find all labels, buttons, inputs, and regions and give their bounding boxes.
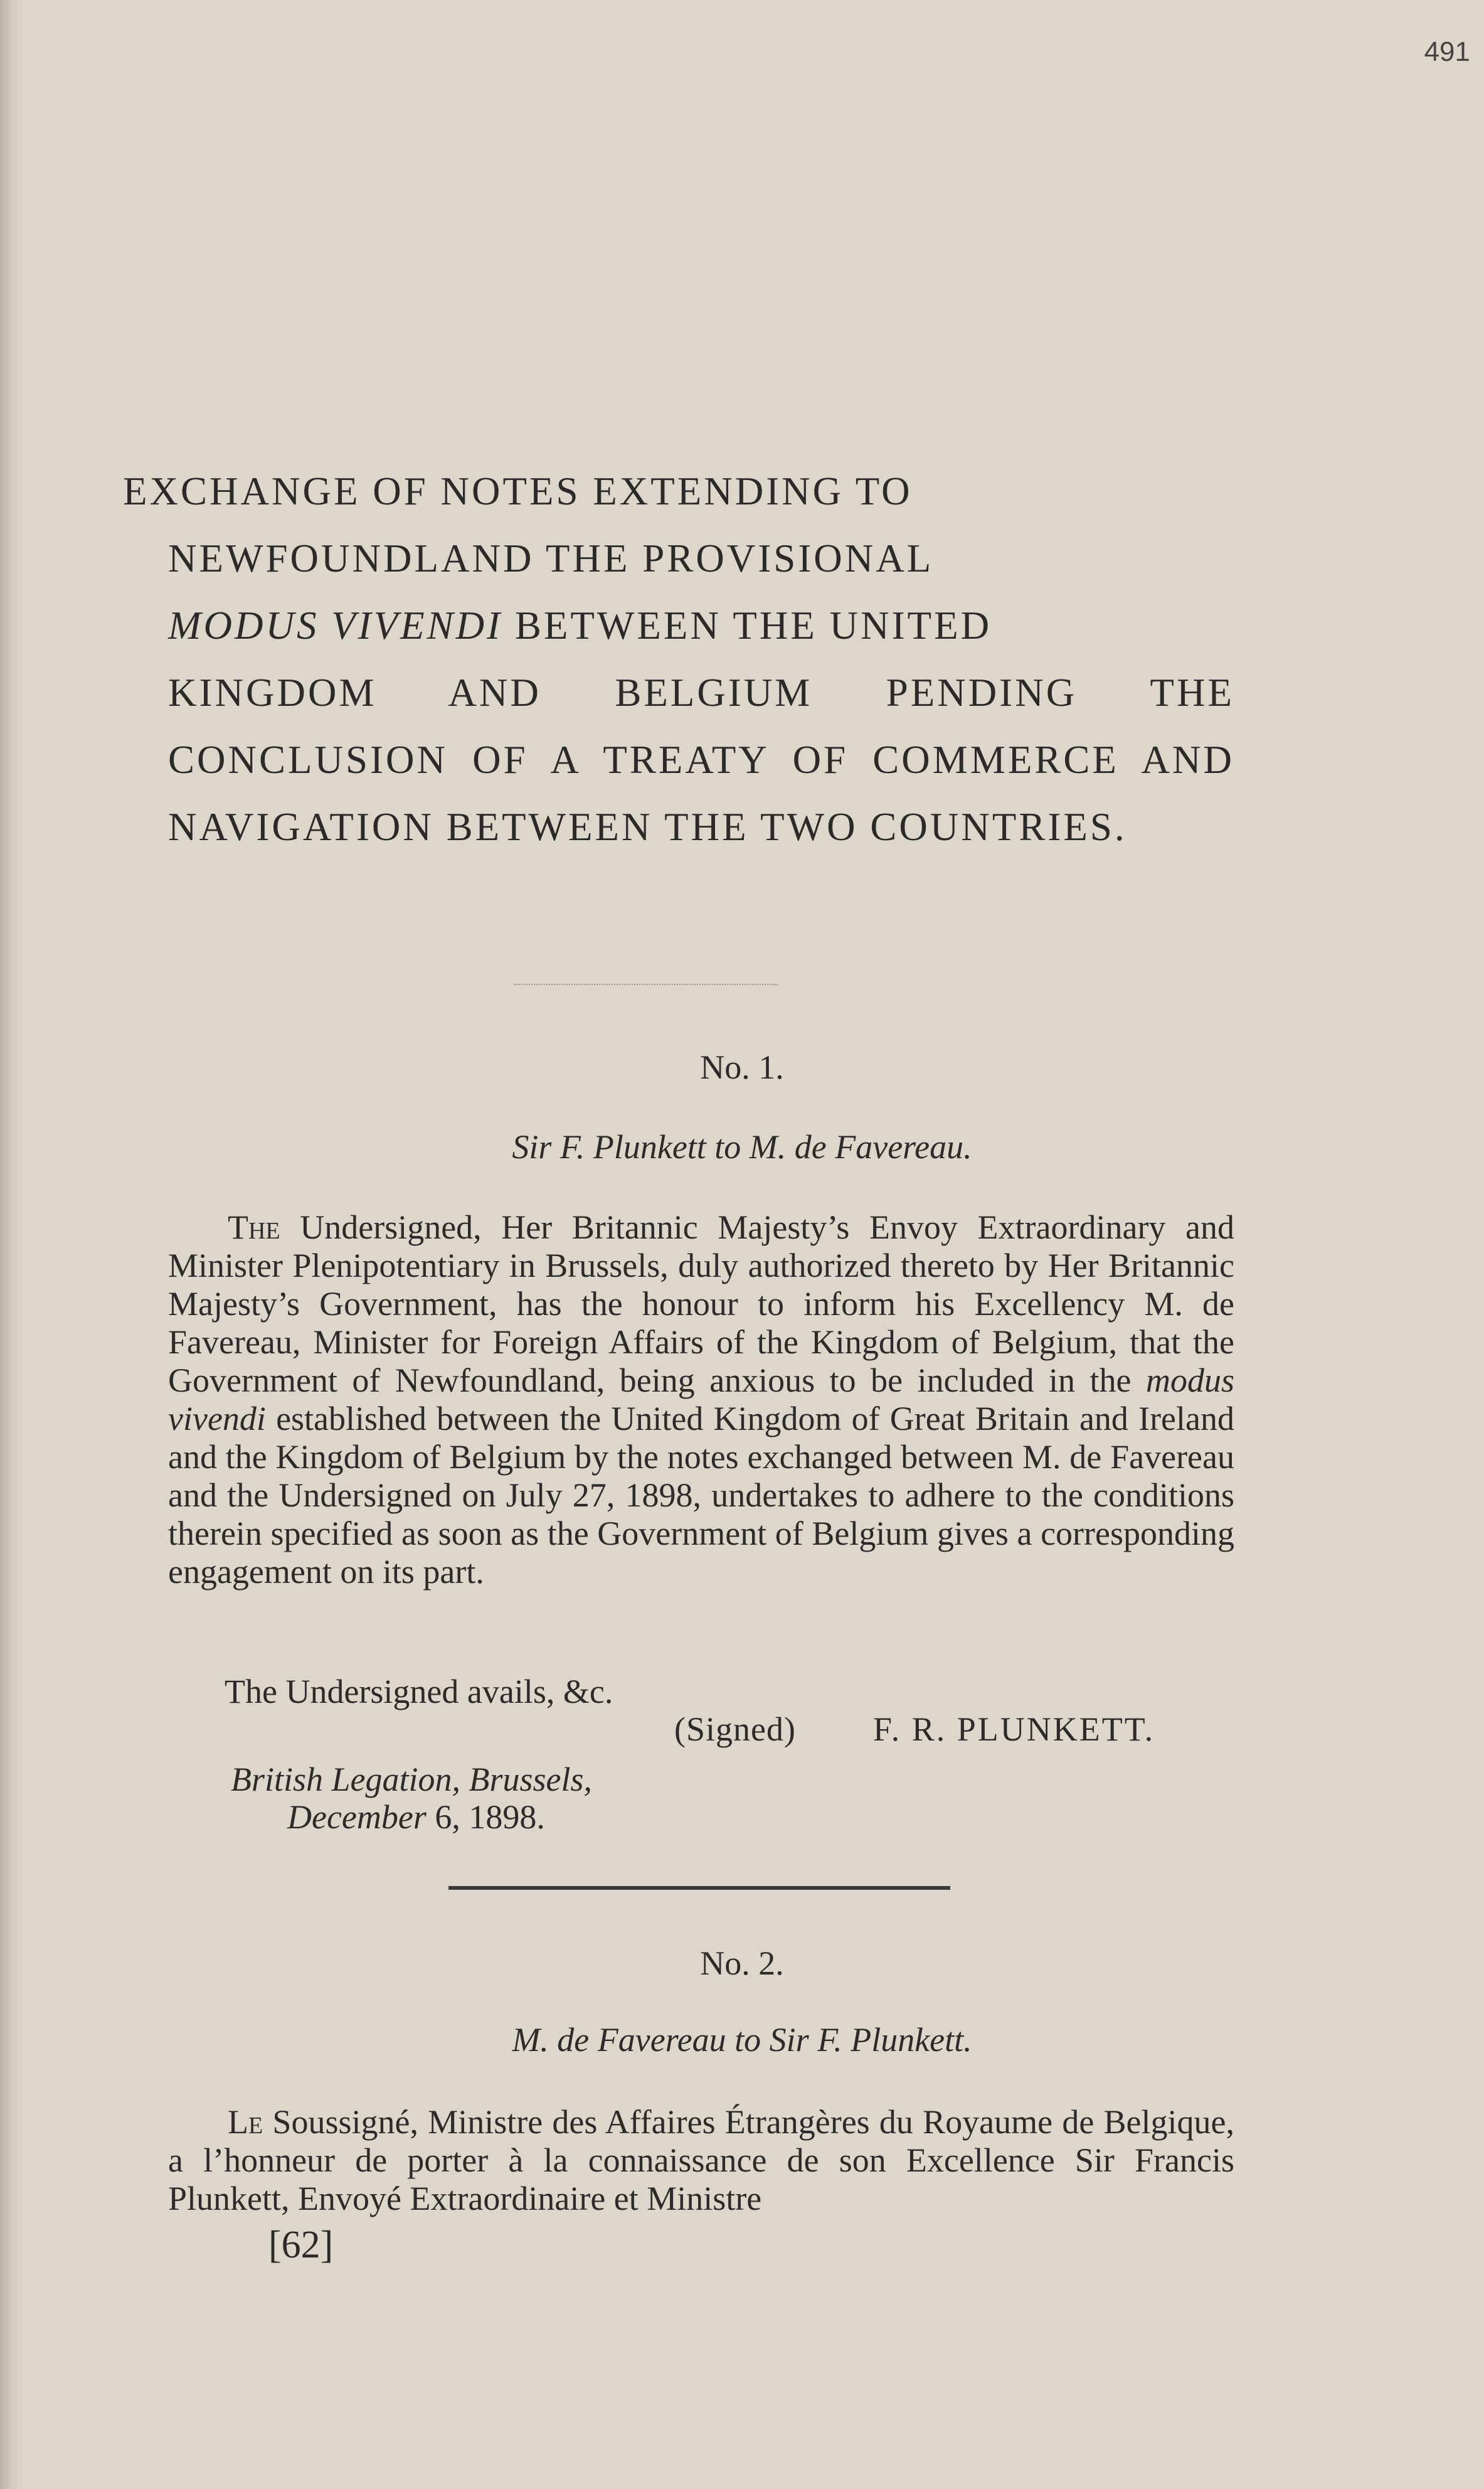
- note-1-italic-phrase: modus vivendi: [168, 1362, 1234, 1437]
- title-italic-phrase: MODUS VIVENDI: [168, 604, 503, 648]
- document-title: [123, 458, 1234, 861]
- note-1-date-month: December: [287, 1798, 427, 1836]
- note-1-text-part-2: established between the United Kingdom of Great Britain and Ireland and the Kingdom of Belgium by the notes exchanged between M. de Favereau and the Undersigned on July 27, 1898, undertakes to adhere to the conditions therein specified as soon as the Government of Belgium gives a corresponding engagement on its part.: [168, 1400, 1234, 1591]
- title-line-1: EXCHANGE OF NOTES EXTENDING TO: [123, 469, 913, 513]
- note-1-date-rest: 6, 1898.: [426, 1798, 545, 1836]
- note-1-signed-label: (Signed): [674, 1710, 796, 1748]
- note-1-date: [287, 1798, 545, 1836]
- title-line-3-rest: BETWEEN THE UNITED: [502, 604, 992, 648]
- note-2-number: No. 2.: [700, 1944, 784, 1982]
- title-rest: KINGDOM AND BELGIUM PENDING THE CONCLUSION OF A TREATY OF COMMERCE AND NAVIGATION BETWEEN THE TWO COUNTRIES.: [168, 671, 1234, 849]
- section-divider: [448, 1886, 950, 1890]
- note-2-body: [168, 2103, 1234, 2218]
- title-line-3: [168, 592, 1234, 659]
- note-1-closing: The Undersigned avails, &c.: [225, 1673, 613, 1710]
- page-number: 491: [1424, 36, 1470, 67]
- note-2-lead-word: Le: [228, 2103, 263, 2141]
- note-1-signature: F. R. PLUNKETT.: [873, 1710, 1155, 1748]
- note-1-place: British Legation, Brussels,: [231, 1761, 593, 1798]
- note-2-heading: M. de Favereau to Sir F. Plunkett.: [512, 2021, 972, 2059]
- title-separator: [514, 984, 778, 985]
- page-edge-shadow: [0, 0, 25, 2489]
- note-1-heading: Sir F. Plunkett to M. de Favereau.: [512, 1128, 972, 1166]
- note-2-text: Soussigné, Ministre des Affaires Étrangères du Royaume de Belgique, a l’honneur de porter à la connaissance de son Excellence Sir Francis Plunkett, Envoyé Extraordinaire et Ministre: [168, 2103, 1234, 2217]
- title-line-2: NEWFOUNDLAND THE PROVISIONAL: [168, 536, 934, 580]
- note-1-lead-word: The: [228, 1208, 280, 1246]
- note-1-body: [168, 1208, 1234, 1591]
- note-1-number: No. 1.: [700, 1048, 784, 1086]
- signature-mark: [62]: [268, 2224, 334, 2266]
- note-1-text-part-1: Undersigned, Her Britannic Majesty’s Envoy Extraordinary and Minister Plenipotentiary in Brussels, duly authorized thereto by Her Britannic Majesty’s Government, has the honour to inform his Excellency M. de Favereau, Minister for Foreign Affairs of the Kingdom of Belgium, that the Government of Newfoundland, being anxious to be included in the: [168, 1208, 1234, 1399]
